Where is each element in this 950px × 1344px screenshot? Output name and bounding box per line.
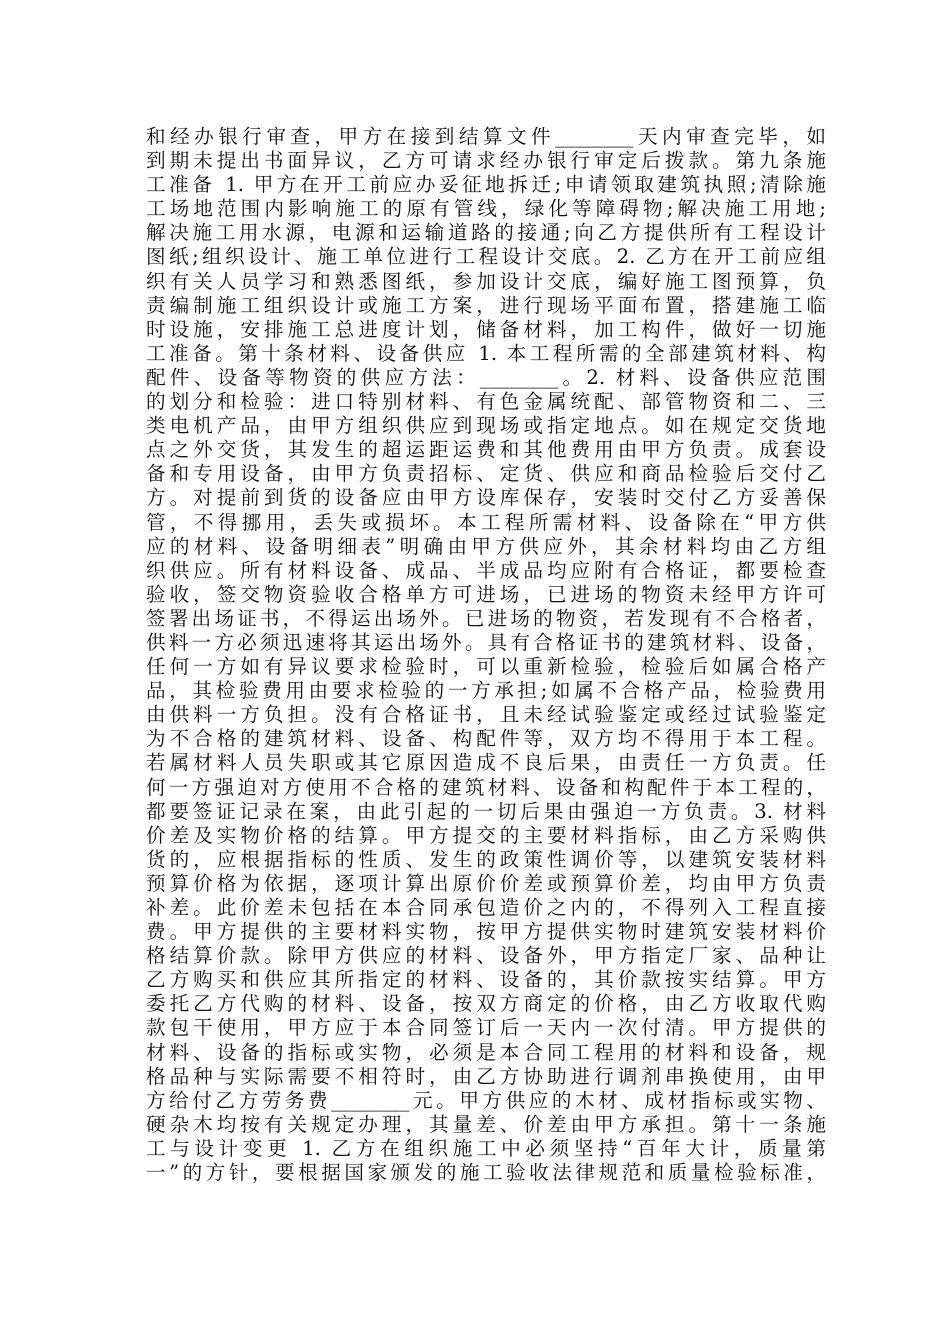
text-line: 材料、设备的指标或实物，必须是本合同工程用的材料和设备，规 [146, 1040, 826, 1064]
text-line: 到期未提出书面异议，乙方可请求经办银行审定后拨款。第九条施 [146, 149, 826, 173]
text-line: 备和专用设备，由甲方负责招标、定货、供应和商品检验后交付乙 [146, 462, 826, 486]
text-line: 方。对提前到货的设备应由甲方设库保存，安装时交付乙方妥善保 [146, 486, 826, 510]
text-line: 硬杂木均按有关规定办理，其量差、价差由甲方承担。第十一条施 [146, 1112, 826, 1136]
text-line: 应的材料、设备明细表”明确由甲方供应外，其余材料均由乙方组 [146, 534, 826, 558]
text-line: 配件、设备等物资的供应方法：________。2. 材料、设备供应范围 [146, 365, 826, 389]
text-line: 若属材料人员失职或其它原因造成不良后果，由责任一方负责。任 [146, 751, 826, 775]
text-line: 工与设计变更 1. 乙方在组织施工中必须坚持“百年大计，质量第 [146, 1136, 826, 1160]
text-line: 图纸;组织设计、施工单位进行工程设计交底。2. 乙方在开工前应组 [146, 245, 826, 269]
text-line: 工准备 1. 甲方在开工前应办妥征地拆迁;申请领取建筑执照;清除施 [146, 173, 826, 197]
text-line: 格品种与实际需要不相符时，由乙方协助进行调剂串换使用，由甲 [146, 1064, 826, 1088]
text-line: 何一方强迫对方使用不合格的建筑材料、设备和构配件于本工程的， [146, 775, 826, 799]
text-line: 和经办银行审查，甲方在接到结算文件________天内审查完毕，如 [146, 125, 826, 148]
text-line: 委托乙方代购的材料、设备，按双方商定的价格，由乙方收取代购 [146, 992, 826, 1016]
text-line: 的划分和检验：进口特别材料、有色金属统配、部管物资和二、三 [146, 390, 826, 414]
text-line: 任何一方如有异议要求检验时，可以重新检验，检验后如属合格产 [146, 655, 826, 679]
text-line: 责编制施工组织设计或施工方案，进行现场平面布置，搭建施工临 [146, 293, 826, 317]
text-line: 时设施，安排施工总进度计划，储备材料，加工构件，做好一切施 [146, 317, 826, 341]
text-line: 类电机产品，由甲方组织供应到现场或指定地点。如在规定交货地 [146, 414, 826, 438]
text-line: 织有关人员学习和熟悉图纸，参加设计交底，编好施工图预算，负 [146, 269, 826, 293]
text-line: 为不合格的建筑材料、设备、构配件等，双方均不得用于本工程。 [146, 727, 826, 751]
text-line: 格结算价款。除甲方供应的材料、设备外，甲方指定厂家、品种让 [146, 944, 826, 968]
text-line: 供料一方必须迅速将其运出场外。具有合格证书的建筑材料、设备， [146, 630, 826, 654]
text-line: 费。甲方提供的主要材料实物，按甲方提供实物时建筑安装材料价 [146, 920, 826, 944]
text-line: 工场地范围内影响施工的原有管线，绿化等障碍物;解决施工用地; [146, 197, 826, 221]
text-line: 预算价格为依据，逐项计算出原价价差或预算价差，均由甲方负责 [146, 871, 826, 895]
text-line: 点之外交货，其发生的超运距运费和其他费用由甲方负责。成套设 [146, 438, 826, 462]
text-line: 都要签证记录在案，由此引起的一切后果由强迫一方负责。3. 材料 [146, 799, 826, 823]
text-line: 货的，应根据指标的性质、发生的政策性调价等，以建筑安装材料 [146, 847, 826, 871]
text-line: 方给付乙方劳务费________元。甲方供应的木材、成材指标或实物、 [146, 1088, 826, 1112]
text-line: 补差。此价差未包括在本合同承包造价之内的，不得列入工程直接 [146, 896, 826, 919]
text-line: 织供应。所有材料设备、成品、半成品均应附有合格证，都要检查 [146, 558, 826, 582]
text-line: 品，其检验费用由要求检验的一方承担;如属不合格产品，检验费用 [146, 679, 826, 703]
contract-body-text [146, 125, 826, 1185]
text-line: 解决施工用水源，电源和运输道路的接通;向乙方提供所有工程设计 [146, 221, 826, 245]
text-line: 工准备。第十条材料、设备供应 1. 本工程所需的全部建筑材料、构 [146, 341, 826, 365]
text-line: 一”的方针，要根据国家颁发的施工验收法律规范和质量检验标准， [146, 1161, 826, 1185]
text-line: 管，不得挪用，丢失或损坏。本工程所需材料、设备除在“甲方供 [146, 510, 826, 534]
text-line: 乙方购买和供应其所指定的材料、设备的，其价款按实结算。甲方 [146, 968, 826, 992]
text-line: 价差及实物价格的结算。甲方提交的主要材料指标，由乙方采购供 [146, 823, 826, 847]
text-line: 由供料一方负担。没有合格证书，且未经试验鉴定或经过试验鉴定 [146, 703, 826, 727]
text-line: 签署出场证书，不得运出场外。已进场的物资，若发现有不合格者， [146, 606, 826, 630]
text-line: 验收，签交物资验收合格单方可进场，已进场的物资未经甲方许可 [146, 582, 826, 606]
text-line: 款包干使用，甲方应于本合同签订后一天内一次付清。甲方提供的 [146, 1016, 826, 1040]
